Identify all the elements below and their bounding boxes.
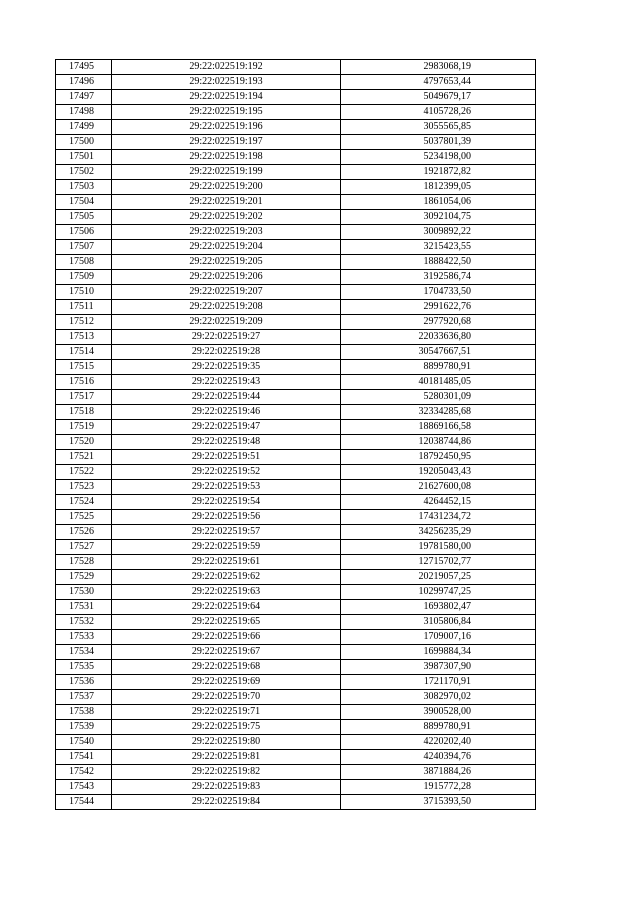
row-number-cell: 17529: [56, 570, 112, 585]
row-number-cell: 17516: [56, 375, 112, 390]
row-number-cell: 17515: [56, 360, 112, 375]
table-row: [56, 540, 536, 555]
table-row: [56, 135, 536, 150]
cadastral-value-cell: 5280301,09: [341, 390, 536, 405]
cadastral-number-cell: 29:22:022519:207: [112, 285, 341, 300]
row-number-cell: 17511: [56, 300, 112, 315]
cadastral-number-cell: 29:22:022519:192: [112, 60, 341, 75]
table-row: [56, 90, 536, 105]
table-row: [56, 495, 536, 510]
row-number-cell: 17525: [56, 510, 112, 525]
row-number-cell: 17519: [56, 420, 112, 435]
table-row: [56, 480, 536, 495]
table-row: [56, 660, 536, 675]
row-number-cell: 17539: [56, 720, 112, 735]
row-number-cell: 17498: [56, 105, 112, 120]
table-row: [56, 240, 536, 255]
cadastral-value-cell: 5234198,00: [341, 150, 536, 165]
cadastral-value-cell: 3871884,26: [341, 765, 536, 780]
cadastral-number-cell: 29:22:022519:66: [112, 630, 341, 645]
cadastral-value-cell: 19781580,00: [341, 540, 536, 555]
cadastral-value-cell: 4240394,76: [341, 750, 536, 765]
table-row: [56, 420, 536, 435]
cadastral-number-cell: 29:22:022519:201: [112, 195, 341, 210]
row-number-cell: 17506: [56, 225, 112, 240]
row-number-cell: 17502: [56, 165, 112, 180]
cadastral-value-cell: 2977920,68: [341, 315, 536, 330]
cadastral-number-cell: 29:22:022519:27: [112, 330, 341, 345]
cadastral-value-cell: 1861054,06: [341, 195, 536, 210]
table-row: [56, 390, 536, 405]
cadastral-number-cell: 29:22:022519:65: [112, 615, 341, 630]
cadastral-value-cell: 3900528,00: [341, 705, 536, 720]
table-row: [56, 210, 536, 225]
row-number-cell: 17514: [56, 345, 112, 360]
table-row: [56, 600, 536, 615]
cadastral-number-cell: 29:22:022519:69: [112, 675, 341, 690]
cadastral-number-cell: 29:22:022519:46: [112, 405, 341, 420]
row-number-cell: 17531: [56, 600, 112, 615]
table-row: [56, 345, 536, 360]
row-number-cell: 17509: [56, 270, 112, 285]
row-number-cell: 17500: [56, 135, 112, 150]
cadastral-value-cell: 40181485,05: [341, 375, 536, 390]
cadastral-number-cell: 29:22:022519:194: [112, 90, 341, 105]
table-row: [56, 675, 536, 690]
cadastral-number-cell: 29:22:022519:35: [112, 360, 341, 375]
cadastral-number-cell: 29:22:022519:198: [112, 150, 341, 165]
row-number-cell: 17541: [56, 750, 112, 765]
row-number-cell: 17496: [56, 75, 112, 90]
cadastral-value-cell: 12038744,86: [341, 435, 536, 450]
row-number-cell: 17537: [56, 690, 112, 705]
table-body: [56, 60, 536, 810]
cadastral-value-cell: 5049679,17: [341, 90, 536, 105]
row-number-cell: 17533: [56, 630, 112, 645]
table-row: [56, 195, 536, 210]
cadastral-value-cell: 1915772,28: [341, 780, 536, 795]
cadastral-value-cell: 4797653,44: [341, 75, 536, 90]
row-number-cell: 17543: [56, 780, 112, 795]
row-number-cell: 17521: [56, 450, 112, 465]
table-row: [56, 330, 536, 345]
cadastral-value-cell: 22033636,80: [341, 330, 536, 345]
cadastral-number-cell: 29:22:022519:48: [112, 435, 341, 450]
cadastral-number-cell: 29:22:022519:71: [112, 705, 341, 720]
cadastral-value-table: [55, 59, 536, 810]
table-row: [56, 645, 536, 660]
cadastral-number-cell: 29:22:022519:80: [112, 735, 341, 750]
table-row: [56, 630, 536, 645]
row-number-cell: 17503: [56, 180, 112, 195]
table-row: [56, 270, 536, 285]
cadastral-value-cell: 1709007,16: [341, 630, 536, 645]
row-number-cell: 17526: [56, 525, 112, 540]
table-row: [56, 315, 536, 330]
table-row: [56, 615, 536, 630]
cadastral-value-cell: 20219057,25: [341, 570, 536, 585]
cadastral-value-cell: 10299747,25: [341, 585, 536, 600]
row-number-cell: 17504: [56, 195, 112, 210]
cadastral-value-cell: 4264452,15: [341, 495, 536, 510]
table-row: [56, 555, 536, 570]
row-number-cell: 17508: [56, 255, 112, 270]
table-row: [56, 750, 536, 765]
table-row: [56, 180, 536, 195]
cadastral-value-cell: 3987307,90: [341, 660, 536, 675]
cadastral-value-cell: 3092104,75: [341, 210, 536, 225]
cadastral-value-cell: 30547667,51: [341, 345, 536, 360]
cadastral-number-cell: 29:22:022519:208: [112, 300, 341, 315]
row-number-cell: 17512: [56, 315, 112, 330]
cadastral-number-cell: 29:22:022519:44: [112, 390, 341, 405]
cadastral-number-cell: 29:22:022519:75: [112, 720, 341, 735]
cadastral-value-cell: 5037801,39: [341, 135, 536, 150]
cadastral-value-cell: 2983068,19: [341, 60, 536, 75]
cadastral-number-cell: 29:22:022519:83: [112, 780, 341, 795]
cadastral-number-cell: 29:22:022519:56: [112, 510, 341, 525]
cadastral-value-cell: 3082970,02: [341, 690, 536, 705]
table-row: [56, 300, 536, 315]
table-row: [56, 150, 536, 165]
table-row: [56, 225, 536, 240]
cadastral-value-cell: 1693802,47: [341, 600, 536, 615]
table-row: [56, 765, 536, 780]
cadastral-value-cell: 32334285,68: [341, 405, 536, 420]
cadastral-number-cell: 29:22:022519:52: [112, 465, 341, 480]
cadastral-number-cell: 29:22:022519:61: [112, 555, 341, 570]
row-number-cell: 17513: [56, 330, 112, 345]
row-number-cell: 17522: [56, 465, 112, 480]
cadastral-number-cell: 29:22:022519:209: [112, 315, 341, 330]
table-row: [56, 375, 536, 390]
table-row: [56, 255, 536, 270]
table-row: [56, 570, 536, 585]
cadastral-value-cell: 3715393,50: [341, 795, 536, 810]
table-row: [56, 780, 536, 795]
row-number-cell: 17540: [56, 735, 112, 750]
cadastral-number-cell: 29:22:022519:62: [112, 570, 341, 585]
cadastral-number-cell: 29:22:022519:199: [112, 165, 341, 180]
table-row: [56, 405, 536, 420]
cadastral-number-cell: 29:22:022519:54: [112, 495, 341, 510]
row-number-cell: 17518: [56, 405, 112, 420]
cadastral-number-cell: 29:22:022519:64: [112, 600, 341, 615]
row-number-cell: 17495: [56, 60, 112, 75]
cadastral-number-cell: 29:22:022519:43: [112, 375, 341, 390]
cadastral-number-cell: 29:22:022519:202: [112, 210, 341, 225]
row-number-cell: 17527: [56, 540, 112, 555]
row-number-cell: 17532: [56, 615, 112, 630]
cadastral-number-cell: 29:22:022519:53: [112, 480, 341, 495]
cadastral-number-cell: 29:22:022519:84: [112, 795, 341, 810]
table-row: [56, 60, 536, 75]
table-row: [56, 360, 536, 375]
cadastral-number-cell: 29:22:022519:200: [112, 180, 341, 195]
cadastral-value-cell: 3215423,55: [341, 240, 536, 255]
row-number-cell: 17499: [56, 120, 112, 135]
cadastral-value-cell: 1699884,34: [341, 645, 536, 660]
row-number-cell: 17510: [56, 285, 112, 300]
cadastral-value-cell: 1812399,05: [341, 180, 536, 195]
cadastral-value-cell: 1921872,82: [341, 165, 536, 180]
row-number-cell: 17501: [56, 150, 112, 165]
row-number-cell: 17505: [56, 210, 112, 225]
cadastral-value-cell: 3192586,74: [341, 270, 536, 285]
cadastral-value-cell: 1704733,50: [341, 285, 536, 300]
cadastral-value-cell: 21627600,08: [341, 480, 536, 495]
table-row: [56, 795, 536, 810]
cadastral-value-cell: 18792450,95: [341, 450, 536, 465]
cadastral-value-cell: 2991622,76: [341, 300, 536, 315]
cadastral-number-cell: 29:22:022519:193: [112, 75, 341, 90]
row-number-cell: 17524: [56, 495, 112, 510]
table-row: [56, 735, 536, 750]
cadastral-value-cell: 1721170,91: [341, 675, 536, 690]
row-number-cell: 17534: [56, 645, 112, 660]
cadastral-number-cell: 29:22:022519:28: [112, 345, 341, 360]
row-number-cell: 17520: [56, 435, 112, 450]
cadastral-value-cell: 8899780,91: [341, 720, 536, 735]
row-number-cell: 17517: [56, 390, 112, 405]
cadastral-number-cell: 29:22:022519:81: [112, 750, 341, 765]
cadastral-number-cell: 29:22:022519:206: [112, 270, 341, 285]
cadastral-number-cell: 29:22:022519:70: [112, 690, 341, 705]
cadastral-value-cell: 34256235,29: [341, 525, 536, 540]
cadastral-number-cell: 29:22:022519:204: [112, 240, 341, 255]
cadastral-number-cell: 29:22:022519:63: [112, 585, 341, 600]
cadastral-value-cell: 12715702,77: [341, 555, 536, 570]
cadastral-number-cell: 29:22:022519:196: [112, 120, 341, 135]
cadastral-value-cell: 4220202,40: [341, 735, 536, 750]
cadastral-number-cell: 29:22:022519:68: [112, 660, 341, 675]
table-row: [56, 165, 536, 180]
cadastral-value-cell: 3009892,22: [341, 225, 536, 240]
cadastral-number-cell: 29:22:022519:51: [112, 450, 341, 465]
cadastral-number-cell: 29:22:022519:67: [112, 645, 341, 660]
row-number-cell: 17538: [56, 705, 112, 720]
cadastral-value-cell: 18869166,58: [341, 420, 536, 435]
cadastral-number-cell: 29:22:022519:82: [112, 765, 341, 780]
table-row: [56, 450, 536, 465]
cadastral-number-cell: 29:22:022519:203: [112, 225, 341, 240]
cadastral-number-cell: 29:22:022519:197: [112, 135, 341, 150]
row-number-cell: 17523: [56, 480, 112, 495]
cadastral-number-cell: 29:22:022519:57: [112, 525, 341, 540]
cadastral-value-cell: 19205043,43: [341, 465, 536, 480]
table-row: [56, 585, 536, 600]
table-row: [56, 120, 536, 135]
table-row: [56, 105, 536, 120]
table-row: [56, 510, 536, 525]
table-row: [56, 720, 536, 735]
table-row: [56, 705, 536, 720]
row-number-cell: 17507: [56, 240, 112, 255]
cadastral-value-cell: 17431234,72: [341, 510, 536, 525]
row-number-cell: 17544: [56, 795, 112, 810]
table-row: [56, 435, 536, 450]
table-row: [56, 690, 536, 705]
row-number-cell: 17530: [56, 585, 112, 600]
table-row: [56, 285, 536, 300]
table-row: [56, 465, 536, 480]
cadastral-value-cell: 3055565,85: [341, 120, 536, 135]
cadastral-value-cell: 8899780,91: [341, 360, 536, 375]
cadastral-number-cell: 29:22:022519:59: [112, 540, 341, 555]
row-number-cell: 17536: [56, 675, 112, 690]
row-number-cell: 17497: [56, 90, 112, 105]
table-row: [56, 75, 536, 90]
row-number-cell: 17542: [56, 765, 112, 780]
cadastral-number-cell: 29:22:022519:205: [112, 255, 341, 270]
cadastral-number-cell: 29:22:022519:47: [112, 420, 341, 435]
table-row: [56, 525, 536, 540]
cadastral-value-cell: 4105728,26: [341, 105, 536, 120]
cadastral-number-cell: 29:22:022519:195: [112, 105, 341, 120]
row-number-cell: 17535: [56, 660, 112, 675]
cadastral-value-cell: 1888422,50: [341, 255, 536, 270]
cadastral-value-cell: 3105806,84: [341, 615, 536, 630]
row-number-cell: 17528: [56, 555, 112, 570]
